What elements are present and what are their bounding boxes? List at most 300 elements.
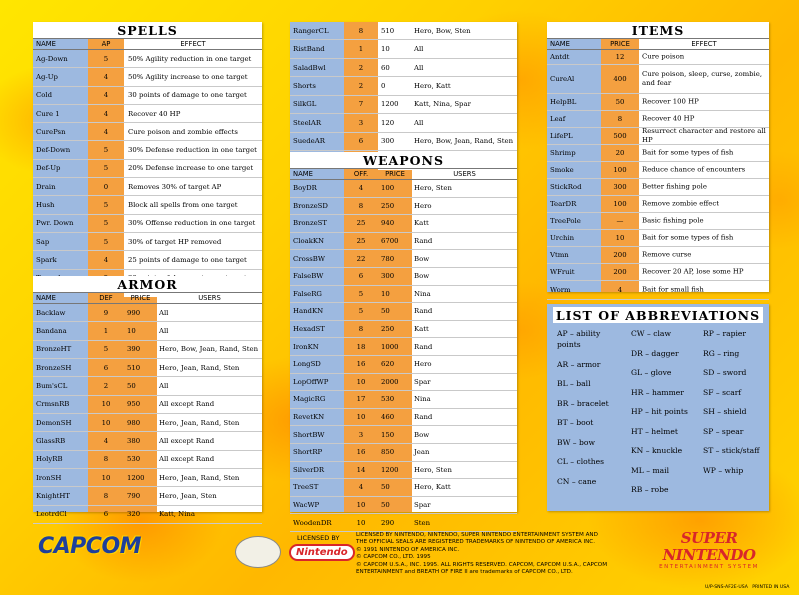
item-price: 500 — [613, 132, 627, 140]
weapon-price: 2000 — [381, 377, 399, 386]
spell-effect: 30% Defense reduction in one target — [128, 146, 257, 155]
armor-name: SteelAR — [293, 118, 322, 127]
weapon-off: 3 — [358, 430, 364, 439]
spell-effect: Cure poison and zombie effects — [128, 127, 238, 136]
weapon-off: 4 — [358, 184, 364, 193]
abbreviations-column-3 — [703, 328, 760, 484]
spell-ap: 5 — [103, 54, 109, 63]
item-price: 50 — [615, 98, 625, 106]
table-row — [290, 356, 517, 374]
spell-ap: 5 — [103, 219, 109, 228]
table-row — [33, 377, 262, 395]
spell-effect: 30% of target HP removed — [128, 237, 222, 246]
weapon-name: WoodenDR — [293, 518, 332, 527]
armor-name: RistBand — [293, 45, 325, 54]
weapon-off: 10 — [356, 518, 366, 527]
weapon-off: 8 — [358, 201, 364, 210]
armor-price: 1200 — [381, 100, 399, 109]
armor-price: 320 — [127, 510, 141, 519]
armor-price: 60 — [381, 63, 390, 72]
abbreviation-item: HT – helmet — [631, 426, 678, 436]
item-price: 100 — [613, 200, 627, 208]
table-row — [290, 250, 517, 268]
item-effect: Recover 100 HP — [642, 97, 699, 106]
weapon-name: LongSD — [293, 360, 321, 369]
abbreviation-item: SH – shield — [703, 407, 747, 416]
abbreviations-column-1 — [557, 328, 609, 495]
table-row — [290, 479, 517, 497]
weapon-price: 300 — [381, 272, 395, 281]
spell-ap: 4 — [103, 72, 109, 81]
spell-ap: 5 — [103, 201, 109, 210]
weapons-header-name: NAME — [293, 170, 313, 178]
armor-header-users: USERS — [198, 294, 221, 302]
table-row — [547, 179, 769, 196]
item-name: TreePole — [550, 217, 581, 225]
armor-name: IronSH — [36, 473, 62, 482]
armor-def: 10 — [101, 473, 111, 482]
item-name: Vtmn — [550, 251, 569, 259]
armor-users: Hero, Jean, Sten — [159, 491, 217, 500]
table-row — [547, 247, 769, 264]
armor-users: Hero, Bow, Jean, Rand, Sten — [414, 137, 514, 146]
weapon-off: 16 — [356, 360, 366, 369]
weapon-users: Bow — [414, 430, 430, 439]
armor-price: 50 — [127, 381, 136, 390]
abbreviation-item: ST – stick/staff — [703, 446, 760, 455]
table-row — [33, 251, 262, 269]
item-price: — — [616, 217, 624, 225]
table-row — [547, 111, 769, 128]
weapon-name: HexadST — [293, 325, 325, 334]
table-row — [33, 178, 262, 196]
legal-line: © CAPCOM CO., LTD. 1995 — [356, 554, 431, 561]
weapons-header-users: USERS — [453, 170, 476, 178]
armor-name: KnightHT — [36, 491, 71, 500]
weapon-users: Bow — [414, 254, 430, 263]
weapons-title: WEAPONS — [290, 152, 517, 168]
armor-price: 790 — [127, 491, 141, 500]
weapon-off: 14 — [356, 465, 366, 474]
table-row — [33, 341, 262, 359]
armor-def: 3 — [358, 118, 364, 127]
licensed-by-label: LICENSED BY — [297, 534, 340, 542]
armor-name: SilkGL — [293, 100, 317, 109]
armor-name: GlassRB — [36, 436, 66, 445]
abbreviation-item: SD – sword — [703, 368, 747, 377]
abbreviation-item: BR – bracelet — [557, 398, 609, 408]
armor-price: 530 — [127, 455, 141, 464]
table-row — [33, 414, 262, 432]
spell-ap: 4 — [103, 109, 109, 118]
item-price: 4 — [617, 286, 623, 294]
abbreviation-item: WP – whip — [703, 465, 744, 475]
weapon-price: 460 — [381, 413, 395, 422]
items-panel — [547, 22, 769, 292]
weapon-off: 10 — [356, 413, 366, 422]
weapon-name: CrossBW — [293, 254, 325, 263]
weapon-name: WacWP — [293, 500, 320, 509]
abbreviation-item: CW – claw — [631, 329, 671, 338]
item-effect: Cure poison — [642, 52, 685, 61]
weapon-name: FalseBW — [293, 272, 324, 281]
table-row — [33, 233, 262, 251]
legal-line: © CAPCOM U.S.A., INC. 1995. ALL RIGHTS RESERVED. CAPCOM, CAPCOM U.S.A., CAPCOM — [356, 561, 608, 568]
weapon-price: 50 — [381, 500, 390, 509]
armor-price: 510 — [381, 26, 395, 35]
weapon-price: 1200 — [381, 465, 399, 474]
snes-logo — [650, 530, 768, 570]
table-row — [33, 196, 262, 214]
weapon-price: 250 — [381, 201, 395, 210]
armor-weapons-panel — [290, 22, 517, 527]
armor-table — [33, 304, 262, 519]
table-row — [33, 506, 262, 524]
armor-users: Hero, Katt — [414, 81, 451, 90]
spells-header-effect: EFFECT — [180, 40, 206, 48]
table-row — [547, 264, 769, 281]
table-row — [547, 213, 769, 230]
table-row — [33, 105, 262, 123]
item-price: 8 — [617, 115, 623, 123]
armor-users: All — [414, 118, 424, 127]
weapon-price: 290 — [381, 518, 395, 527]
spell-name: Cold — [36, 91, 53, 100]
armor-users: Hero, Jean, Rand, Sten — [159, 418, 240, 427]
item-effect: Cure poison, sleep, curse, zombie, and fear — [642, 70, 763, 87]
weapon-users: Katt — [414, 325, 429, 334]
armor-users: Hero, Jean, Rand, Sten — [159, 473, 240, 482]
weapon-users: Hero — [414, 201, 432, 210]
spell-ap: 4 — [103, 255, 109, 264]
spell-name: Ag-Up — [36, 72, 58, 81]
nintendo-seal — [235, 536, 281, 568]
item-name: Shrimp — [550, 149, 576, 157]
armor-def: 6 — [358, 137, 364, 146]
spell-ap: 4 — [103, 91, 109, 100]
table-row — [33, 215, 262, 233]
item-effect: Bait for small fish — [642, 285, 704, 294]
weapons-table — [290, 180, 517, 527]
table-row — [290, 514, 517, 532]
table-row — [33, 469, 262, 487]
weapon-name: LopOffWP — [293, 377, 329, 386]
item-effect: Remove curse — [642, 250, 692, 259]
weapon-off: 5 — [358, 289, 364, 298]
spell-ap: 5 — [103, 146, 109, 155]
table-row — [290, 286, 517, 304]
items-header-effect: EFFECT — [691, 40, 717, 48]
weapon-off: 10 — [356, 377, 366, 386]
armor-users: All — [159, 308, 169, 317]
armor-price: 990 — [127, 308, 141, 317]
abbreviation-item: BT – boot — [557, 418, 594, 427]
weapon-price: 530 — [381, 395, 395, 404]
table-row — [33, 396, 262, 414]
legal-line: THE OFFICIAL SEALS ARE REGISTERED TRADEMARKS OF NINTENDO OF AMERICA INC. — [356, 539, 595, 546]
armor-price: 300 — [381, 137, 395, 146]
armor-price: 950 — [127, 400, 141, 409]
weapon-users: Nina — [414, 395, 431, 404]
armor-header-name: NAME — [36, 294, 56, 302]
spell-name: Spark — [36, 255, 57, 264]
table-row — [290, 198, 517, 216]
table-row — [33, 304, 262, 322]
armor-name: BronzeSH — [36, 363, 72, 372]
weapon-users: Spar — [414, 377, 431, 386]
table-row — [290, 114, 517, 132]
weapon-off: 6 — [358, 272, 364, 281]
item-price: 100 — [613, 166, 627, 174]
item-effect: Recover 40 HP — [642, 114, 695, 123]
item-effect: Resurrect character and restore all HP — [642, 127, 766, 144]
armor-def: 10 — [101, 400, 111, 409]
items-title: ITEMS — [547, 22, 769, 38]
item-effect: Recover 20 AP, lose some HP — [642, 267, 744, 276]
spell-name: Def-Up — [36, 164, 61, 173]
item-name: Worm — [550, 286, 571, 294]
armor-def: 5 — [103, 345, 109, 354]
armor-users: Hero, Bow, Sten — [414, 26, 471, 35]
weapon-users: Katt — [414, 219, 429, 228]
weapon-users: Hero, Katt — [414, 483, 451, 492]
spell-name: CurePsn — [36, 127, 66, 136]
armor-def: 9 — [103, 308, 109, 317]
armor-def: 6 — [103, 363, 109, 372]
item-effect: Better fishing pole — [642, 182, 707, 191]
armor-def: 2 — [358, 81, 364, 90]
spell-effect: Block all spells from one target — [128, 201, 238, 210]
weapon-users: Hero, Sten — [414, 184, 452, 193]
weapon-name: MagicRG — [293, 395, 326, 404]
table-row — [547, 50, 769, 65]
armor-name: SuedeAR — [293, 137, 325, 146]
table-row — [547, 145, 769, 162]
legal-text — [356, 532, 607, 576]
table-row — [33, 87, 262, 105]
weapons-header — [290, 168, 517, 180]
legal-line: ENTERTAINMENT and BREATH OF FIRE II are trademarks of CAPCOM CO., LTD. — [356, 569, 573, 576]
spell-effect: 25 points of damage to one target — [128, 255, 247, 264]
armor-name: Backlaw — [36, 308, 66, 317]
table-row — [290, 497, 517, 515]
table-row — [33, 123, 262, 141]
armor-name: DemonSH — [36, 418, 72, 427]
armor-name: Shorts — [293, 81, 316, 90]
weapon-users: Sten — [414, 518, 431, 527]
spells-table — [33, 50, 262, 275]
item-effect: Bait for some types of fish — [642, 233, 734, 242]
table-row — [290, 321, 517, 339]
armor-name: RangerCL — [293, 26, 329, 35]
weapon-price: 620 — [381, 360, 395, 369]
abbreviation-item: KN – knuckle — [631, 446, 683, 455]
item-name: TearDR — [550, 200, 577, 208]
item-effect: Basic fishing pole — [642, 216, 704, 225]
armor-users: Hero, Jean, Rand, Sten — [159, 363, 240, 372]
weapon-name: ShortRP — [293, 448, 323, 457]
item-effect: Remove zombie effect — [642, 199, 719, 208]
spell-name: Hush — [36, 201, 55, 210]
armor-name: CrmsnRB — [36, 400, 70, 409]
armor-name: HolyRB — [36, 455, 63, 464]
abbreviation-item: HP – hit points — [631, 407, 688, 416]
armor-def: 6 — [103, 510, 109, 519]
weapon-users: Bow — [414, 272, 430, 281]
table-row — [547, 94, 769, 111]
armor-users: All except Rand — [159, 400, 215, 409]
item-name: StickRod — [550, 183, 582, 191]
armor-users: Katt, Nina — [159, 510, 195, 519]
table-row — [547, 65, 769, 94]
table-row — [33, 160, 262, 178]
weapon-price: 50 — [381, 307, 390, 316]
product-code: U/P-SNS-AF2E-USA PRINTED IN USA — [705, 585, 790, 590]
weapon-users: Spar — [414, 500, 431, 509]
table-row — [290, 374, 517, 392]
abbreviation-item: RB – robe — [631, 485, 669, 494]
armor-name: Bum'sCL — [36, 381, 68, 390]
item-name: Urchin — [550, 234, 575, 242]
spell-ap: 0 — [103, 182, 109, 191]
spell-effect: Removes 30% of target AP — [128, 182, 222, 191]
item-name: LifePL — [550, 132, 573, 140]
item-name: CureAl — [550, 75, 575, 83]
item-name: HelpBL — [550, 98, 577, 106]
spell-name: Drain — [36, 182, 56, 191]
legal-line: LICENSED BY NINTENDO, NINTENDO, SUPER NINTENDO ENTERTAINMENT SYSTEM AND — [356, 532, 598, 538]
table-row — [290, 268, 517, 286]
abbreviation-item: CL – clothes — [557, 457, 605, 466]
weapon-name: SilverDR — [293, 465, 325, 474]
weapon-off: 25 — [356, 237, 366, 246]
abbreviation-item: GL – glove — [631, 368, 672, 377]
armor-def: 1 — [358, 45, 364, 54]
abbreviations-panel — [547, 304, 769, 511]
armor-name: Bandana — [36, 326, 67, 335]
weapon-price: 6700 — [381, 237, 399, 246]
armor-def: 4 — [103, 436, 109, 445]
abbreviation-item: AR – armor — [557, 359, 601, 369]
capcom-logo: CAPCOM — [38, 534, 142, 559]
item-price: 10 — [615, 234, 625, 242]
weapon-users: Rand — [414, 307, 433, 316]
weapon-price: 10 — [381, 289, 390, 298]
abbreviation-item: CN – cane — [557, 476, 597, 486]
armor-title: ARMOR — [33, 276, 262, 292]
table-row — [33, 359, 262, 377]
items-header-name: NAME — [550, 40, 570, 48]
item-price: 20 — [615, 149, 625, 157]
table-row — [33, 141, 262, 159]
armor-header-price: PRICE — [130, 294, 151, 302]
item-price: 12 — [615, 53, 625, 61]
abbreviation-item: ML – mail — [631, 465, 670, 475]
table-row — [33, 487, 262, 505]
table-row — [290, 96, 517, 114]
armor-users: Katt, Nina, Spar — [414, 100, 471, 109]
spell-name: Ag-Down — [36, 54, 68, 63]
spell-effect: Recover 40 HP — [128, 109, 181, 118]
spell-effect: 30% Offense reduction in one target — [128, 219, 256, 228]
spell-name: Sap — [36, 237, 50, 246]
armor-name: SaladBwl — [293, 63, 326, 72]
weapon-users: Hero, Sten — [414, 465, 452, 474]
weapon-price: 780 — [381, 254, 395, 263]
legal-line: © 1991 NINTENDO OF AMERICA INC. — [356, 546, 460, 553]
weapon-name: BronzeST — [293, 219, 327, 228]
table-row — [290, 59, 517, 77]
armor-users: All — [159, 381, 169, 390]
table-row — [33, 68, 262, 86]
table-row — [547, 230, 769, 247]
snes-logo-title: SUPER NINTENDO — [662, 529, 756, 564]
weapon-off: 17 — [356, 395, 366, 404]
spells-header-ap: AP — [101, 40, 111, 48]
armor-users: All — [414, 63, 424, 72]
item-name: WFruit — [550, 268, 575, 276]
abbreviations-title: LIST OF ABBREVIATIONS — [553, 307, 763, 323]
item-effect: Reduce chance of encounters — [642, 165, 746, 174]
weapon-price: 150 — [381, 430, 395, 439]
armor-users: All except Rand — [159, 436, 215, 445]
table-row — [33, 432, 262, 450]
table-row — [547, 128, 769, 145]
items-table — [547, 50, 769, 294]
weapon-name: ShortBW — [293, 430, 325, 439]
armor-price: 0 — [381, 81, 386, 90]
weapon-off: 8 — [358, 325, 364, 334]
armor-price: 380 — [127, 436, 141, 445]
abbreviation-item: HR – hammer — [631, 387, 684, 397]
table-row — [33, 50, 262, 68]
armor-def: 1 — [103, 326, 109, 335]
table-row — [290, 77, 517, 95]
table-row — [290, 22, 517, 40]
armor-header — [33, 292, 262, 304]
spell-ap: 4 — [103, 127, 109, 136]
table-row — [547, 196, 769, 213]
abbreviation-item: SP – spear — [703, 426, 744, 436]
spell-effect: 50% Agility increase to one target — [128, 72, 248, 81]
spells-armor-panel — [33, 22, 262, 519]
armor-price: 510 — [127, 363, 141, 372]
weapon-users: Rand — [414, 342, 433, 351]
armor-price: 390 — [127, 345, 141, 354]
weapon-price: 250 — [381, 325, 395, 334]
weapon-name: BoyDR — [293, 184, 317, 193]
weapon-off: 4 — [358, 483, 364, 492]
table-row — [290, 444, 517, 462]
abbreviation-item: RP – rapier — [703, 329, 747, 338]
weapon-users: Nina — [414, 289, 431, 298]
weapon-name: TreeST — [293, 483, 319, 492]
spell-effect: 30 points of damage to one target — [128, 91, 247, 100]
weapon-name: CloakKN — [293, 237, 325, 246]
armor-price: 10 — [127, 326, 136, 335]
armor-def: 7 — [358, 100, 364, 109]
weapon-name: HandKN — [293, 307, 324, 316]
item-price: 200 — [613, 251, 627, 259]
armor-name: LeotrdCl — [36, 510, 67, 519]
item-name: Antdt — [550, 53, 570, 61]
spell-name: Def-Down — [36, 146, 71, 155]
weapon-name: BronzeSD — [293, 201, 328, 210]
table-row — [290, 409, 517, 427]
weapon-users: Rand — [414, 413, 433, 422]
spell-effect: 20% Defense increase to one target — [128, 164, 254, 173]
weapon-price: 50 — [381, 483, 390, 492]
